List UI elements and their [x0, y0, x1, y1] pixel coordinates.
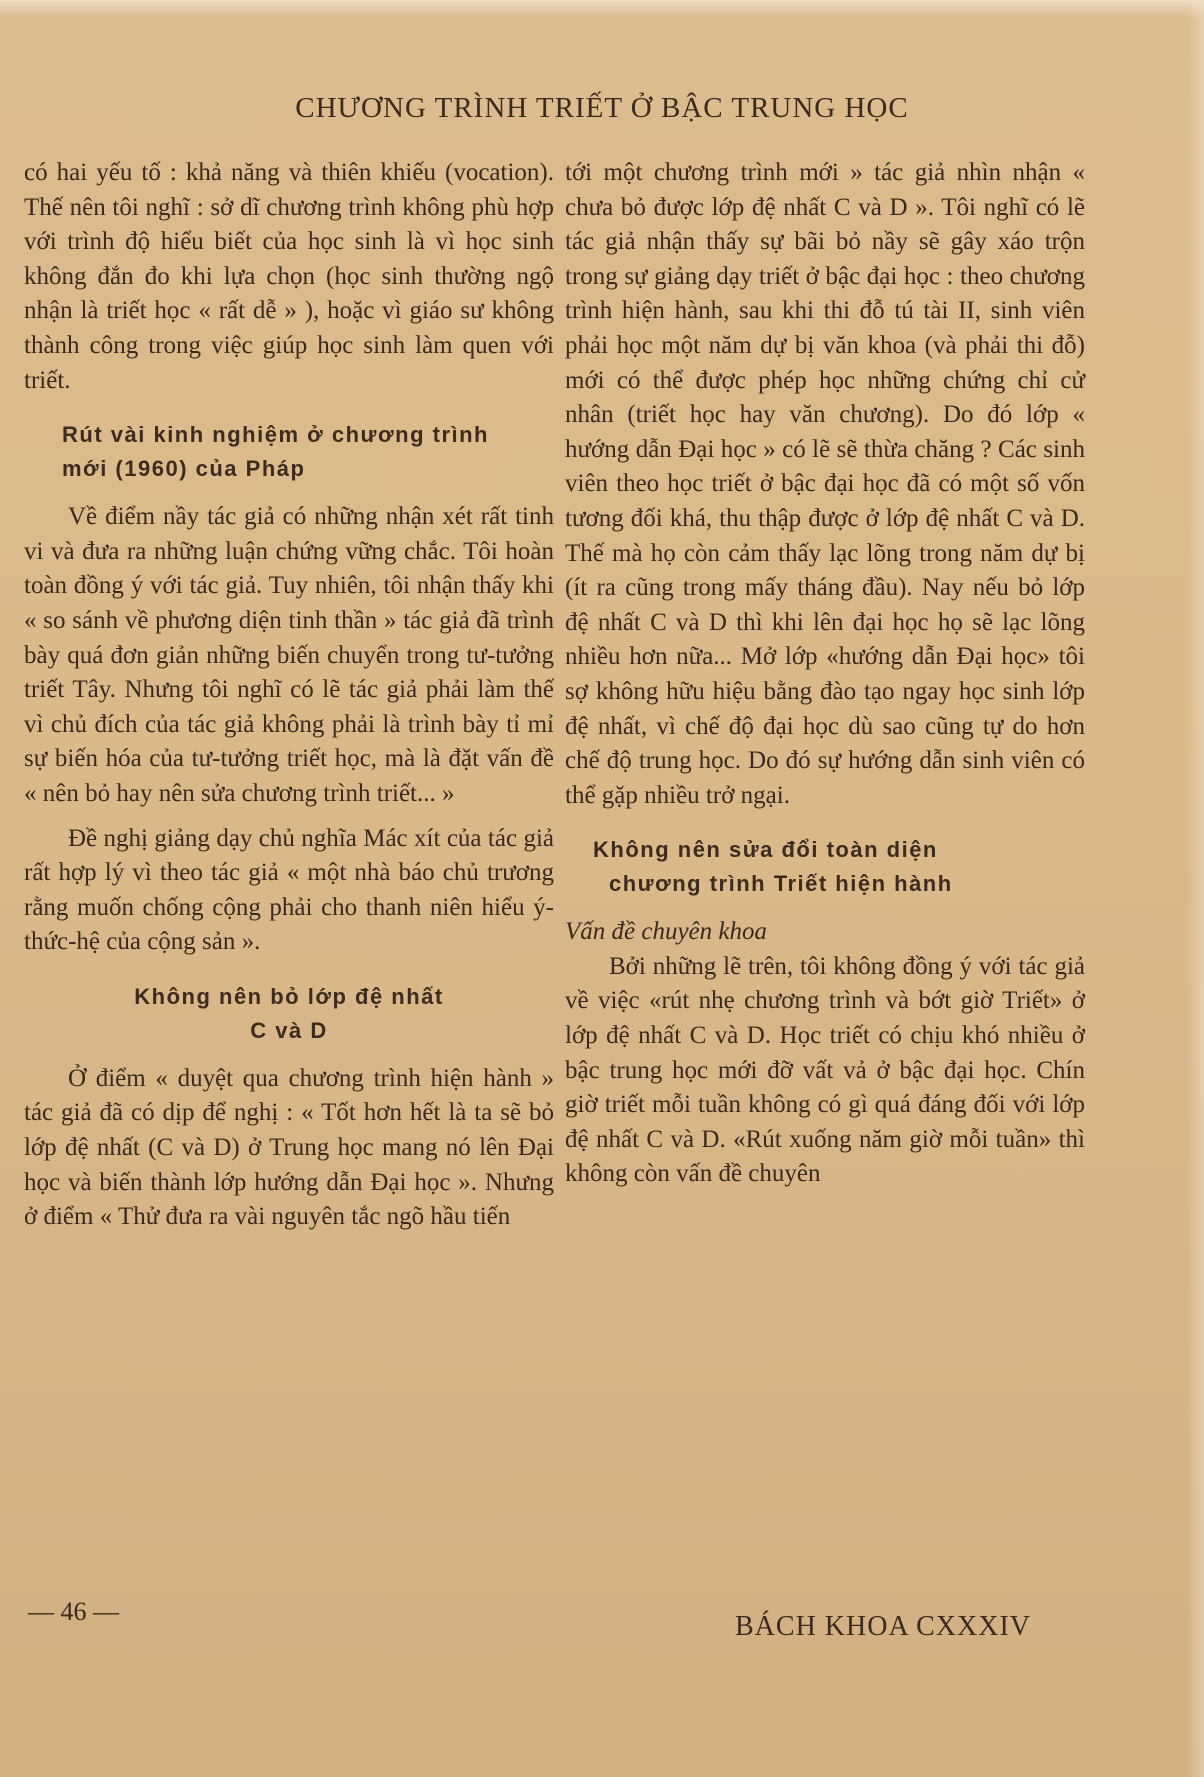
paragraph: Về điểm nầy tác giả có những nhận xét rất tinh vi và đưa ra những luận chứng vững chắc. Tôi hoàn toàn đồng ý với tác giả. Tuy nhiên, tôi nhận thấy khi « so sánh về phương diện tinh thần » tác giả đã trình bày quá đơn giản những biến chuyển trong tư-tưởng triết Tây. Nhưng tôi nghĩ có lẽ tác giả phải làm thế vì chủ đích của tác giả không phải là trình bày tỉ mỉ sự biến hóa của tư-tưởng triết học, mà là đặt vấn đề « nên bỏ hay nên sửa chương trình triết... »	[24, 503, 554, 807]
heading-line: Không nên sửa đổi toàn diện	[593, 837, 938, 863]
heading-line: C và D	[250, 1017, 328, 1043]
right-column	[565, 156, 1085, 1192]
section-heading	[24, 980, 554, 1048]
running-title: CHƯƠNG TRÌNH TRIẾT Ở BẬC TRUNG HỌC	[295, 92, 909, 124]
journal-name: BÁCH KHOA CXXXIV	[735, 1611, 1032, 1642]
subheading: Vấn đề chuyên khoa	[565, 918, 768, 946]
paragraph: Đề nghị giảng dạy chủ nghĩa Mác xít của tác giả rất hợp lý vì theo tác giả « một nhà báo chủ trương rằng muốn chống cộng phải cho thanh niên hiểu ý-thức-hệ của cộng sản ».	[24, 824, 554, 956]
paragraph: tới một chương trình mới » tác giả nhìn nhận « chưa bỏ được lớp đệ nhất C và D ». Tôi nghĩ có lẽ tác giả nhận thấy sự bãi bỏ nầy sẽ gây xáo trộn trong sự giảng dạy triết ở bậc đại học : theo chương trình hiện hành, sau khi thi đỗ tú tài II, sinh viên phải học một năm dự bị văn khoa (và phải thi đỗ) mới có thể được phép học những chứng chỉ cử nhân (triết học hay văn chương). Do đó lớp « hướng dẫn Đại học » có lẽ sẽ thừa chăng ? Các sinh viên theo học triết ở bậc đại học đã có một số vốn tương đối khá, thu thập được ở lớp đệ nhất C và D. Thế mà họ còn cảm thấy lạc lõng trong năm dự bị (ít ra cũng trong mấy tháng đầu). Nay nếu bỏ lớp đệ nhất C và D thì khi lên đại học họ sẽ lạc lõng nhiều hơn nữa... Mở lớp «hướng dẫn Đại học» tôi sợ không hữu hiệu bằng đào tạo ngay học sinh lớp đệ nhất, vì chế độ đại học dù sao cũng tự do hơn chế độ trung học. Do đó sự hướng dẫn sinh viên có thể gặp nhiều trở ngại.	[565, 159, 1085, 809]
section-heading: Rút vài kinh nghiệm ở chương trình mới (1960) của Pháp	[62, 422, 489, 482]
left-column	[24, 156, 554, 1235]
heading-line: chương trình Triết hiện hành	[609, 871, 953, 897]
paper-edge-top	[0, 0, 1204, 18]
paper-edge-right	[1186, 0, 1204, 1777]
page-number: — 46 —	[28, 1597, 119, 1626]
paragraph: Bởi những lẽ trên, tôi không đồng ý với tác giả về việc «rút nhẹ chương trình và bớt giờ Triết» ở lớp đệ nhất C và D. Học triết có chịu khó nhiều ở bậc trung học mới đỡ vất vả ở bậc đại học. Chín giờ triết mỗi tuần không có gì quá đáng đối với lớp đệ nhất C và D. «Rút xuống năm giờ mỗi tuần» thì không còn vấn đề chuyên	[565, 952, 1085, 1188]
paragraph: có hai yếu tố : khả năng và thiên khiếu (vocation). Thế nên tôi nghĩ : sở dĩ chương trình không phù hợp với trình độ hiểu biết của học sinh là vì học sinh không đắn đo khi lựa chọn (học sinh thường ngộ nhận là triết học « rất dễ » ), hoặc vì giáo sư không thành công trong việc giúp học sinh làm quen với triết.	[24, 159, 554, 394]
heading-line: Không nên bỏ lớp đệ nhất	[134, 983, 444, 1009]
section-heading	[565, 833, 1085, 901]
paragraph: Ở điểm « duyệt qua chương trình hiện hành » tác giả đã có dịp để nghị : « Tốt hơn hết là ta sẽ bỏ lớp đệ nhất (C và D) ở Trung học mang nó lên Đại học và biến thành lớp hướng dẫn Đại học ». Nhưng ở điểm « Thử đưa ra vài nguyên tắc ngõ hầu tiến	[24, 1064, 554, 1231]
